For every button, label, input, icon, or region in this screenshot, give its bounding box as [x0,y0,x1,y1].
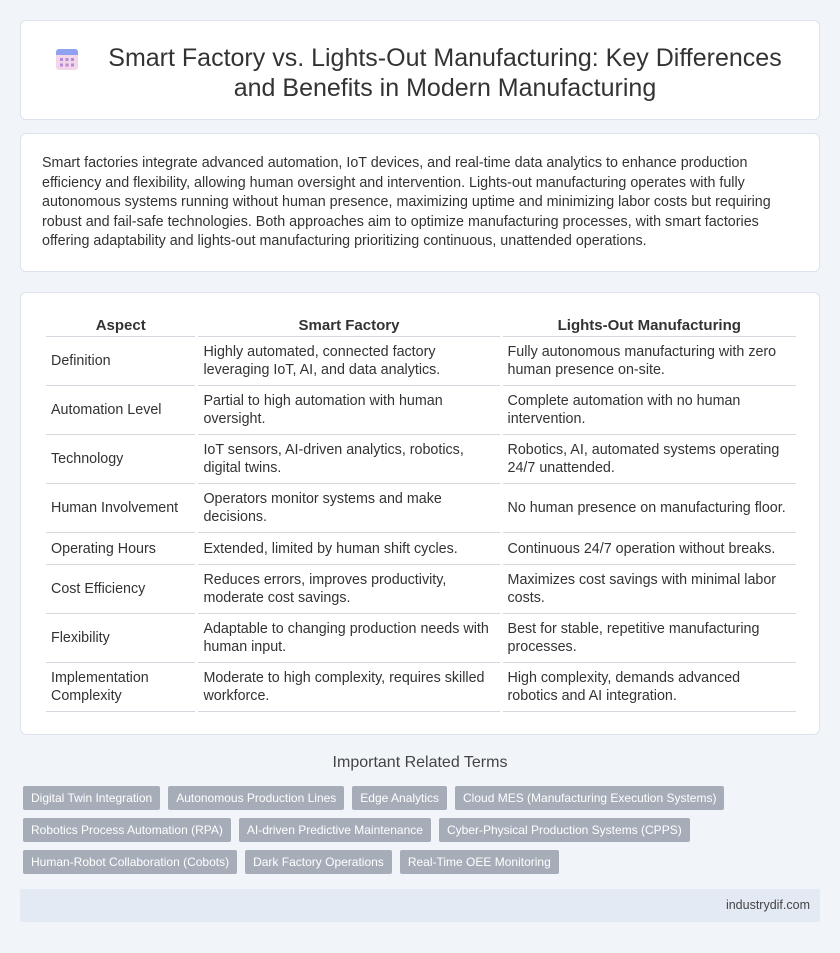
smart-factory-cell: Moderate to high complexity, requires skilled workforce. [198,663,499,712]
intro-paragraph: Smart factories integrate advanced automation, IoT devices, and real-time data analytics to enhance production efficiency and flexibility, allowing human oversight and intervention. Lights-out manufacturing operates with fully autonomous systems running without human presence, maximizing uptime and minimizing labor costs but requiring robust and fail-safe technologies. Both approaches aim to optimize manufacturing processes, with smart factories offering adaptability and lights-out manufacturing prioritizing continuous, unattended operations. [42,155,771,250]
lights-out-cell: High complexity, demands advanced robotics and AI integration. [503,663,796,712]
related-term-tag[interactable]: Cyber-Physical Production Systems (CPPS) [439,818,690,842]
comparison-table [43,315,799,712]
related-term-tag[interactable]: Cloud MES (Manufacturing Execution Systems) [455,786,724,810]
lights-out-cell: Complete automation with no human intervention. [503,386,796,435]
related-term-tag[interactable]: Digital Twin Integration [23,786,160,810]
related-term-tag[interactable]: AI-driven Predictive Maintenance [239,818,431,842]
related-term-tag[interactable]: Edge Analytics [352,786,447,810]
related-term-tag[interactable]: Autonomous Production Lines [168,786,344,810]
related-term-tag[interactable]: Real-Time OEE Monitoring [400,850,559,874]
related-terms-list [23,786,803,882]
aspect-cell: Implementation Complexity [46,663,195,712]
lights-out-cell: No human presence on manufacturing floor. [503,484,796,533]
lights-out-cell: Maximizes cost savings with minimal labor costs. [503,565,796,614]
aspect-cell: Automation Level [46,386,195,435]
aspect-cell: Operating Hours [46,533,195,565]
lights-out-cell: Best for stable, repetitive manufacturing processes. [503,614,796,663]
aspect-cell: Definition [46,337,195,386]
header-card [20,20,820,120]
intro-card [20,133,820,272]
table-row [46,663,796,712]
table-header-row [46,315,796,337]
table-row [46,386,796,435]
header-lights-out: Lights-Out Manufacturing [503,315,796,337]
footer [20,889,820,922]
lights-out-cell: Continuous 24/7 operation without breaks. [503,533,796,565]
table-row [46,614,796,663]
aspect-cell: Human Involvement [46,484,195,533]
table-row [46,337,796,386]
aspect-cell: Cost Efficiency [46,565,195,614]
footer-site: industrydif.com [725,898,810,912]
calendar-grid-icon [55,47,79,71]
aspect-cell: Technology [46,435,195,484]
smart-factory-cell: Highly automated, connected factory leveraging IoT, AI, and data analytics. [198,337,499,386]
smart-factory-cell: Extended, limited by human shift cycles. [198,533,499,565]
page-title: Smart Factory vs. Lights-Out Manufacturing: Key Differences and Benefits in Modern Manufacturing [108,44,782,102]
related-term-tag[interactable]: Dark Factory Operations [245,850,392,874]
table-row [46,533,796,565]
tag-row [23,850,803,874]
tag-row [23,818,803,842]
comparison-card [20,292,820,735]
related-term-tag[interactable]: Human-Robot Collaboration (Cobots) [23,850,237,874]
lights-out-cell: Fully autonomous manufacturing with zero human presence on-site. [503,337,796,386]
table-row [46,565,796,614]
lights-out-cell: Robotics, AI, automated systems operating 24/7 unattended. [503,435,796,484]
related-terms-title: Important Related Terms [332,754,508,771]
tag-row [23,786,803,810]
table-row [46,435,796,484]
header-aspect: Aspect [46,315,195,337]
smart-factory-cell: Operators monitor systems and make decisions. [198,484,499,533]
smart-factory-cell: Partial to high automation with human oversight. [198,386,499,435]
header-smart-factory: Smart Factory [198,315,499,337]
table-row [46,484,796,533]
smart-factory-cell: Adaptable to changing production needs with human input. [198,614,499,663]
smart-factory-cell: IoT sensors, AI-driven analytics, robotics, digital twins. [198,435,499,484]
aspect-cell: Flexibility [46,614,195,663]
related-term-tag[interactable]: Robotics Process Automation (RPA) [23,818,231,842]
smart-factory-cell: Reduces errors, improves productivity, moderate cost savings. [198,565,499,614]
